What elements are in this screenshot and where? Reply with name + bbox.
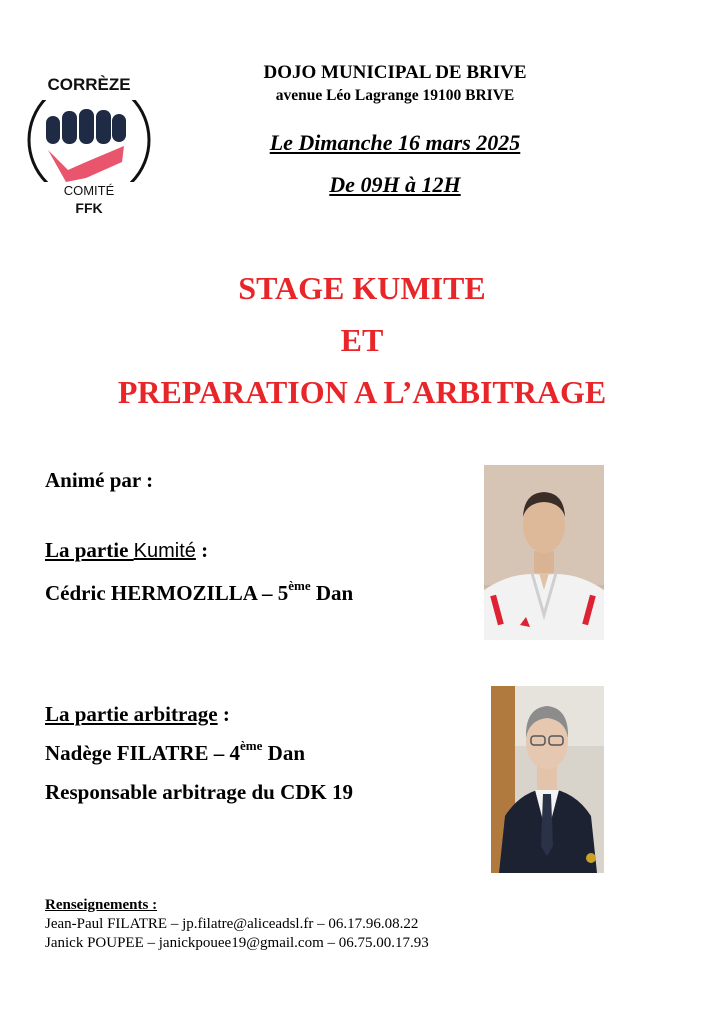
arbitrage-heading-suffix: : <box>217 702 230 726</box>
arbitrage-grade-word: Dan <box>262 741 306 765</box>
kumite-heading-suffix: : <box>195 538 209 562</box>
logo-bottom-text-2: FFK <box>75 200 103 216</box>
event-time: De 09H à 12H <box>329 172 461 197</box>
instructor-photo-arbitrage <box>491 686 604 873</box>
kumite-grade-word: Dan <box>310 581 354 605</box>
kumite-heading <box>45 538 208 563</box>
arbitrage-heading <box>45 702 230 727</box>
title-line-1: STAGE KUMITE <box>238 270 486 306</box>
arbitrage-heading-text: La partie arbitrage <box>45 702 218 726</box>
title-line-2: ET <box>340 322 384 358</box>
arbitrage-instructor <box>45 740 305 766</box>
kumite-heading-word: Kumité <box>133 540 196 562</box>
logo-top-text: CORRÈZE <box>47 75 131 94</box>
venue-name: DOJO MUNICIPAL DE BRIVE <box>263 62 527 83</box>
arbitrage-instructor-name: Nadège FILATRE – 4 <box>45 741 241 765</box>
instructor-photo-kumite <box>484 465 604 640</box>
logo-bottom-text-1: COMITÉ <box>63 183 115 198</box>
kumite-grade-sup: ème <box>288 578 311 593</box>
kumite-instructor-name: Cédric HERMOZILLA – 5 <box>45 581 289 605</box>
arbitrage-grade-sup: ème <box>240 738 263 753</box>
event-date: Le Dimanche 16 mars 2025 <box>269 130 521 155</box>
venue-address: avenue Léo Lagrange 19100 BRIVE <box>275 87 515 104</box>
fist-icon <box>46 109 126 182</box>
contact-jean-paul: Jean-Paul FILATRE – jp.filatre@aliceadsl.fr – 06.17.96.08.22 <box>45 916 419 932</box>
arbitrage-role: Responsable arbitrage du CDK 19 <box>45 780 354 804</box>
contact-janick: Janick POUPEE – janickpouee19@gmail.com – 06.75.00.17.93 <box>45 935 429 951</box>
animated-by-label: Animé par : <box>45 468 154 492</box>
info-heading: Renseignements : <box>45 897 158 913</box>
kumite-heading-prefix: La partie <box>45 538 134 562</box>
title-line-3: PREPARATION A L’ARBITRAGE <box>117 374 607 410</box>
kumite-instructor <box>45 580 353 606</box>
correze-ffk-logo <box>24 58 154 218</box>
